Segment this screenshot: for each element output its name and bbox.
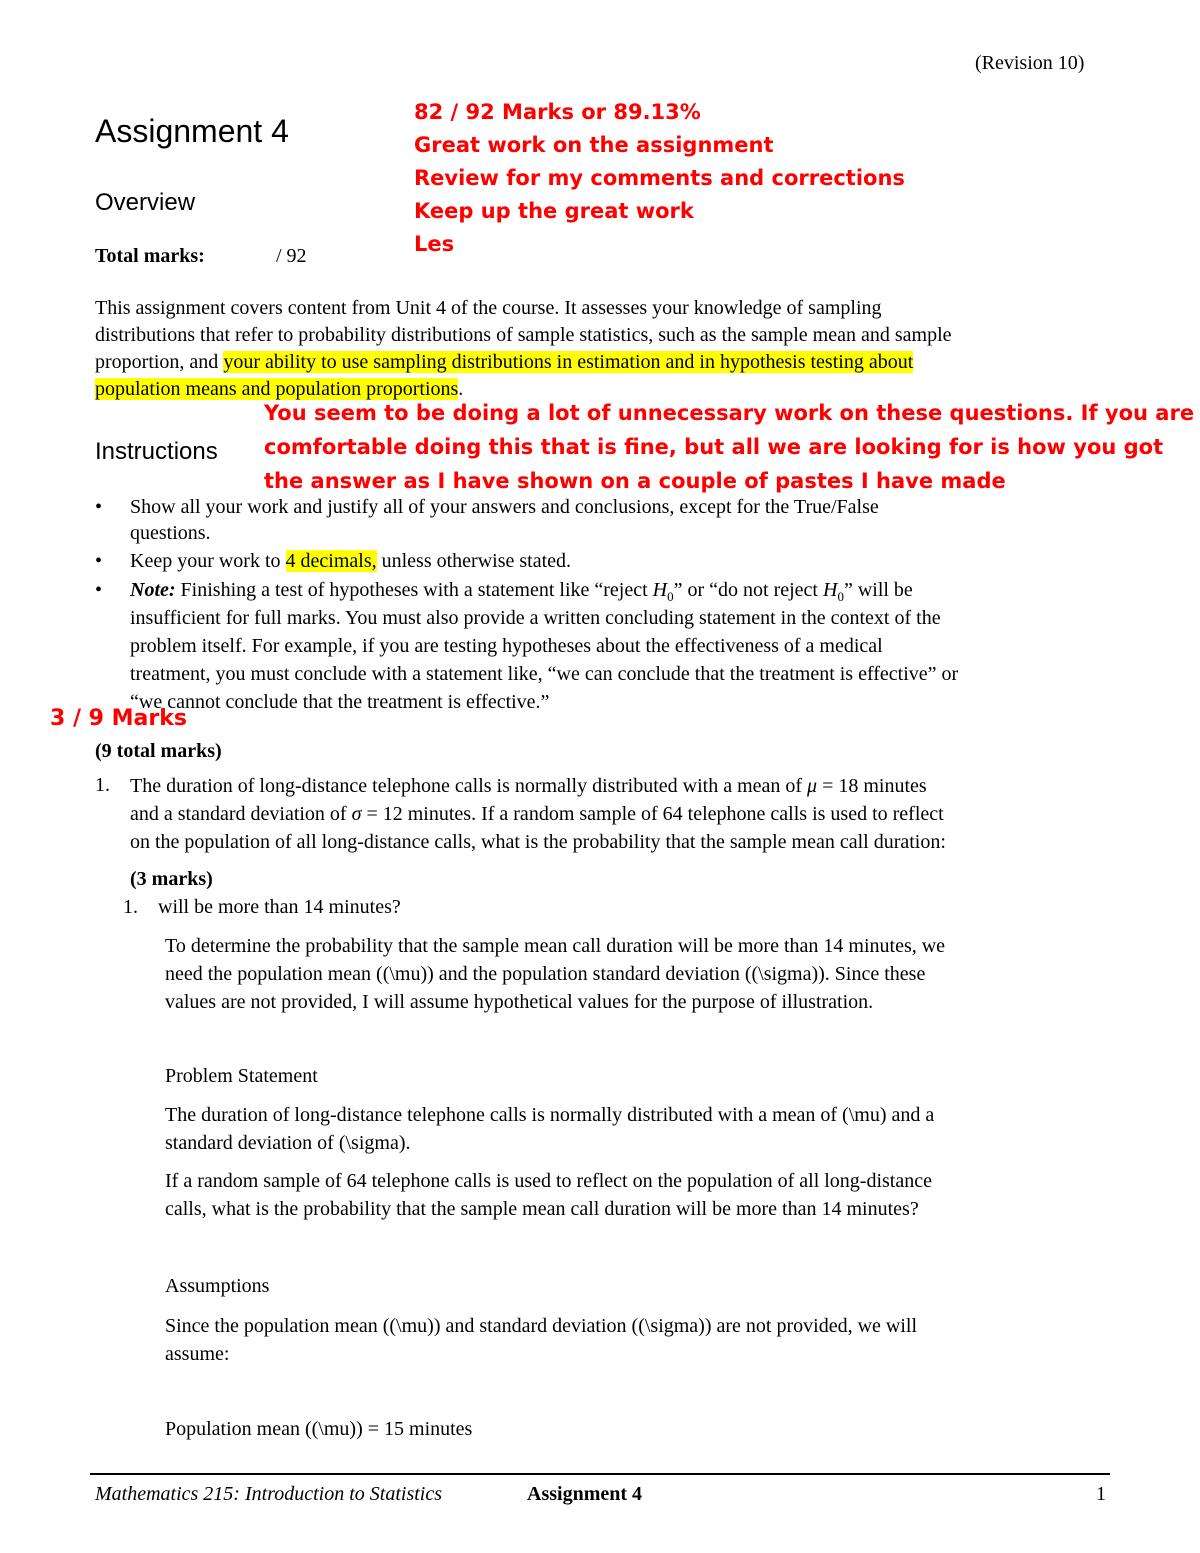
- assumption-value: Population mean ((\mu)) = 15 minutes: [165, 1418, 473, 1440]
- part-marks: (3 marks): [130, 868, 213, 890]
- comment-line: You seem to be doing a lot of unnecessary work on these questions. If you are: [264, 401, 1195, 425]
- answer-paragraph: The duration of long-distance telephone calls is normally distributed with a mean of (\mu) and a standard deviation of (\sigma).: [165, 1104, 935, 1154]
- highlighted-text: your ability to use sampling distributions in estimation and in hypothesis testing about: [223, 351, 914, 373]
- overview-heading: Overview: [95, 189, 196, 216]
- footer-course: Mathematics 215: Introduction to Statistics: [95, 1483, 443, 1505]
- section-total-marks: (9 total marks): [95, 740, 222, 762]
- answer-paragraph: To determine the probability that the sample mean call duration will be more than 14 minutes, we need the population mean ((\mu)) and the population standard deviation ((\sigma)). Since these values are not provided, I will assume hypothetical values for the purpose of illustration.: [165, 935, 946, 1013]
- question-number: 1.: [95, 774, 110, 796]
- bullet-icon: •: [95, 550, 103, 572]
- list-item: • Keep your work to 4 decimals, unless otherwise stated.: [95, 550, 572, 572]
- intro-line: distributions that refer to probability distributions of sample statistics, such as the sample mean and sample: [95, 324, 952, 346]
- question-text: The duration of long-distance telephone calls is normally distributed with a mean of μ = 18 minutes and a standard deviation of σ = 12 minutes. If a random sample of 64 telephone calls is used to reflect on the population of all long-distance calls, what is the probability that the sample mean call duration:: [130, 775, 946, 853]
- instructions-heading: Instructions: [95, 438, 218, 465]
- assumptions-heading: Assumptions: [165, 1275, 270, 1297]
- grader-feedback: [414, 96, 905, 261]
- answer-paragraph: If a random sample of 64 telephone calls is used to reflect on the population of all long-distance calls, what is the probability that the sample mean call duration will be more than 14 minutes?: [165, 1170, 932, 1220]
- part-number: 1.: [123, 896, 138, 918]
- comment-line: comfortable doing this that is fine, but all we are looking for is how you got: [264, 435, 1164, 459]
- intro-line: population means and population proportions.: [95, 378, 464, 400]
- grader-comment: [264, 396, 1194, 498]
- section-score: 3 / 9 Marks: [50, 706, 187, 731]
- answer-paragraph: Since the population mean ((\mu)) and standard deviation ((\sigma)) are not provided, we will assume:: [165, 1315, 918, 1365]
- revision-label: (Revision 10): [975, 52, 1085, 74]
- page-number: 1: [1096, 1483, 1106, 1505]
- instructions-list: [95, 494, 1120, 716]
- highlighted-text: population means and population proportions: [95, 378, 459, 400]
- feedback-line: Keep up the great work: [414, 199, 694, 223]
- list-item: • Show all your work and justify all of your answers and conclusions, except for the True/False questions.: [95, 496, 879, 544]
- list-item: • Note: Finishing a test of hypotheses with a statement like “reject $H_0$” or “do not reject $H_0$” will be insufficient for full marks. You must also provide a written concluding statement in the context of the problem itself. For example, if you are testing hypotheses about the effectiveness of a medical treatment, you must conclude with a statement like, “we can conclude that the treatment is effective” or “we cannot conclude that the treatment is effective.”: [130, 576, 1120, 716]
- comment-line: the answer as I have shown on a couple of pastes I have made: [264, 469, 1006, 493]
- part-question: will be more than 14 minutes?: [158, 896, 401, 918]
- bullet-icon: •: [95, 496, 103, 518]
- intro-line: proportion, and your ability to use sampling distributions in estimation and in hypothesis testing about: [95, 351, 914, 373]
- intro-line: This assignment covers content from Unit 4 of the course. It assesses your knowledge of sampling: [95, 297, 882, 319]
- intro-paragraph: [95, 295, 952, 403]
- total-marks-label: Total marks:: [95, 245, 205, 267]
- total-marks-value: / 92: [276, 245, 307, 267]
- feedback-line: Great work on the assignment: [414, 133, 774, 157]
- score-comment: 82 / 92 Marks or 89.13%: [414, 100, 701, 124]
- highlighted-text: 4 decimals,: [285, 550, 377, 572]
- feedback-line: Review for my comments and corrections: [414, 166, 905, 190]
- page-title: Assignment 4: [95, 113, 289, 149]
- footer-assignment: Assignment 4: [527, 1483, 643, 1505]
- grader-signature: Les: [414, 232, 455, 256]
- footer-rule: [90, 1473, 1110, 1475]
- problem-statement-heading: Problem Statement: [165, 1065, 318, 1087]
- bullet-icon: •: [95, 579, 103, 601]
